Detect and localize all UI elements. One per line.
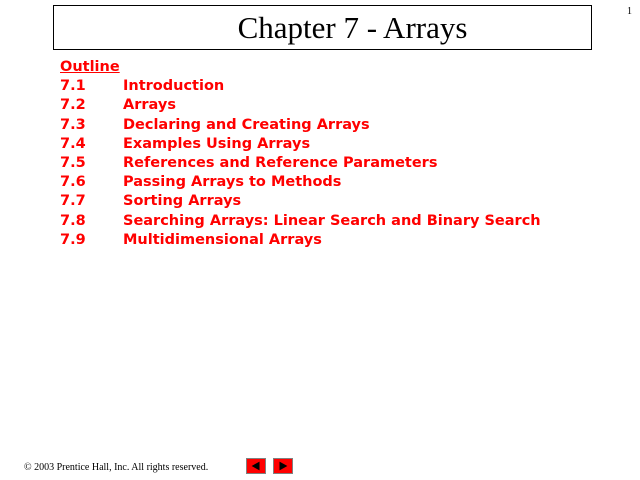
- outline-item-number: 7.7: [60, 193, 86, 210]
- outline: [60, 58, 541, 250]
- outline-item: [60, 116, 541, 135]
- outline-item: [60, 154, 541, 173]
- outline-item-number: 7.9: [60, 231, 86, 248]
- outline-item-label: Examples Using Arrays: [123, 135, 311, 152]
- outline-item-label: Passing Arrays to Methods: [123, 174, 342, 191]
- outline-item: [60, 77, 541, 96]
- outline-item: [60, 231, 541, 250]
- triangle-right-icon: [274, 459, 292, 473]
- outline-item-label: Introduction: [123, 78, 225, 95]
- previous-slide-button[interactable]: [246, 458, 266, 474]
- outline-item: [60, 212, 541, 231]
- outline-item-label: Declaring and Creating Arrays: [123, 116, 370, 133]
- copyright-notice: © 2003 Prentice Hall, Inc. All rights reserved.: [24, 462, 209, 473]
- title-box: [53, 5, 592, 50]
- outline-item-number: 7.5: [60, 154, 86, 171]
- page-title: Chapter 7 - Arrays: [237, 9, 468, 45]
- outline-item-number: 7.3: [60, 116, 86, 133]
- outline-item: [60, 192, 541, 211]
- outline-item-number: 7.8: [60, 212, 86, 229]
- outline-item-number: 7.1: [60, 78, 86, 95]
- outline-item-label: Arrays: [123, 97, 176, 114]
- outline-item-label: Multidimensional Arrays: [123, 231, 322, 248]
- outline-item-number: 7.6: [60, 174, 86, 191]
- outline-heading: Outline: [60, 59, 120, 75]
- outline-item-label: References and Reference Parameters: [123, 154, 438, 171]
- outline-item: [60, 173, 541, 192]
- triangle-left-icon: [247, 459, 265, 473]
- outline-item: [60, 135, 541, 154]
- outline-item-number: 7.4: [60, 135, 86, 152]
- outline-item-label: Searching Arrays: Linear Search and Binary Search: [123, 212, 541, 229]
- outline-item: [60, 96, 541, 115]
- outline-item-label: Sorting Arrays: [123, 193, 242, 210]
- next-slide-button[interactable]: [273, 458, 293, 474]
- outline-item-number: 7.2: [60, 97, 86, 114]
- page-number: 1: [627, 6, 632, 17]
